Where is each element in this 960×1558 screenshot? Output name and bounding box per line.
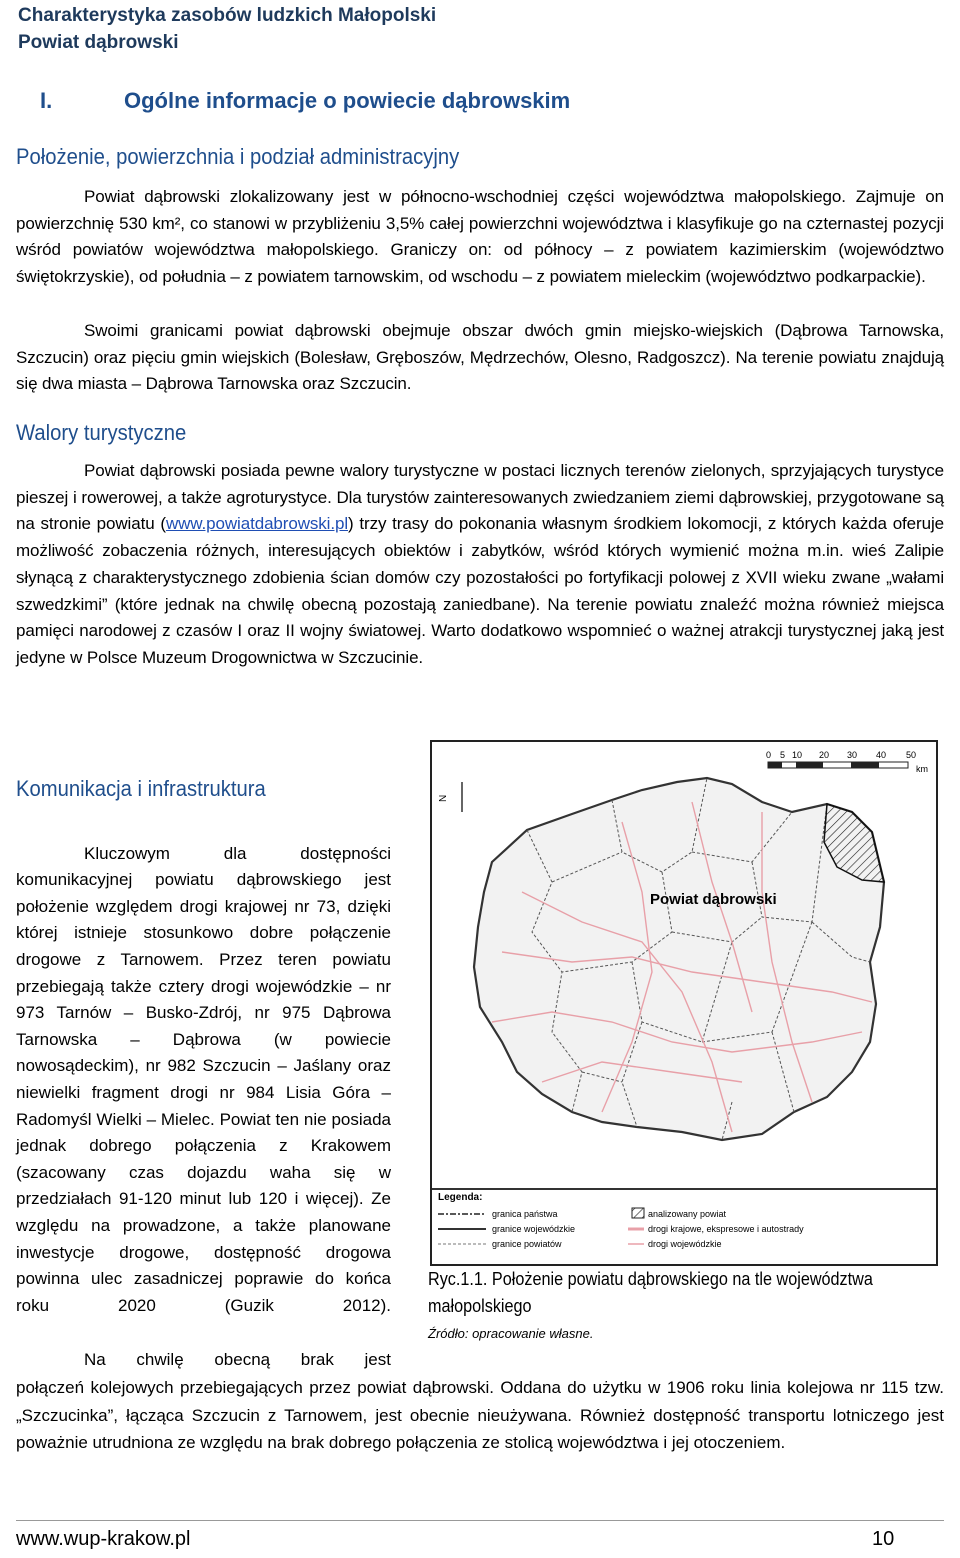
map-legend xyxy=(432,1188,936,1264)
running-header xyxy=(18,2,436,56)
paragraph-polozenie-1: Powiat dąbrowski zlokalizowany jest w północno-wschodniej części województwa małopolskiego. Zajmuje on powierzchnię 530 km², co stanowi w przybliżeniu 3,5% całej powierzchni województwa i klasyfikuje go na czternastej pozycji wśród powiatów województwa małopolskiego. Graniczy on: od północy – z powiatem kazimierskim (województwo świętokrzyskie), od południa – z powiatem tarnowskim, od wschodu – z powiatem mieleckim (województwo podkarpackie). xyxy=(16,187,944,287)
figure-source: Źródło: opracowanie własne. xyxy=(428,1326,594,1341)
scale-tick: 30 xyxy=(847,750,858,760)
walory-text-end: ) trzy trasy do pokonania własnym środkiem lokomocji, z których każda oferuje możliwość zobaczenia różnych, interesujących obiektów i zabytków, wśród których wymienić można m.in. wieś Zalipie słynącą z charakterystycznego zdobienia ścian domów czy pozostałości po fortyfikacji polowej z XVII wieku zwane „wałami szwedzkimi” (które jednak na chwilę obecną pozostają zaniedbane). Na terenie powiatu znaleźć można również miejsca pamięci narodowej z czasów I oraz II wojny światowej. Warto dodatkowo wspomnieć o ważnej atrakcji turystycznej jaką jest jedyne w Polsce Muzeum Drogownictwa w Szczucinie. xyxy=(16,514,944,667)
scale-tick: 5 xyxy=(780,750,786,760)
north-arrow-label: N xyxy=(438,794,449,802)
scale-tick: 10 xyxy=(792,750,803,760)
legend-item: granice powiatów xyxy=(492,1239,562,1249)
paragraph-polozenie-2: Swoimi granicami powiat dąbrowski obejmuje obszar dwóch gmin miejsko-wiejskich (Dąbrowa Tarnowska, Szczucin) oraz pięciu gmin wiejskich (Bolesław, Gręboszów, Mędrzechów, Olesno, Radgoszcz). Na terenie powiatu znajdują się dwa miasta – Dąbrowa Tarnowska oraz Szczucin. xyxy=(16,321,944,394)
scale-unit: km xyxy=(916,764,928,774)
powiat-website-link[interactable]: www.powiatdabrowski.pl xyxy=(165,514,348,534)
legend-item: granica państwa xyxy=(492,1209,558,1219)
footer-website[interactable]: www.wup-krakow.pl xyxy=(16,1528,191,1550)
heading-komunikacja: Komunikacja i infrastruktura xyxy=(16,776,266,801)
voivodeship-shape xyxy=(474,778,884,1140)
scale-tick: 20 xyxy=(819,750,830,760)
header-subtitle: Powiat dąbrowski xyxy=(18,32,179,53)
section-title: Ogólne informacje o powiecie dąbrowskim xyxy=(124,88,571,113)
scale-tick: 40 xyxy=(876,750,887,760)
paragraph-walory xyxy=(16,458,944,672)
location-map xyxy=(430,740,938,1266)
page-number: 10 xyxy=(872,1528,895,1550)
paragraph-komunikacja-2-start: Na chwilę obecną brak jest xyxy=(84,1349,391,1369)
section-heading xyxy=(40,88,570,114)
scale-bar xyxy=(766,750,928,774)
komunikacja-column xyxy=(16,814,391,1400)
scale-tick: 50 xyxy=(906,750,917,760)
heading-polozenie: Położenie, powierzchnia i podział administracyjny xyxy=(16,144,460,169)
legend-title: Legenda: xyxy=(438,1192,483,1203)
legend-item: drogi wojewódzkie xyxy=(648,1239,722,1249)
figure-caption: Ryc.1.1. Położenie powiatu dąbrowskiego na tle województwa małopolskiego xyxy=(428,1269,873,1316)
section-number: I. xyxy=(40,88,53,113)
paragraph-komunikacja-1: Kluczowym dla dostępności komunikacyjnej powiatu dąbrowskiego jest położenie względem drogi krajowej nr 73, dzięki której istnieje stosunkowo dobre połączenie drogowe z Tarnowem. Przez teren powiatu przebiegają także cztery drogi wojewódzkie – nr 973 Tarnów – Busko-Zdrój, nr 975 Dąbrowa Tarnowska – Dąbrowa (w powiecie nowosądeckim), nr 982 Szczucin – Jaślany oraz niewielki fragment drogi nr 984 Lisia Góra – Radomyśl Wielki – Mielec. Powiat ten nie posiada jednak dobrego połączenia z Krakowem (szacowany czas dojazdu waha się w przedziałach 91-120 minut lub 120 i więcej). Ze względu na prowadzone, a także planowane inwestycje drogowe, dostępność drogowa powinna ulec zasadniczej poprawie do końca roku 2020 (Guzik 2012). xyxy=(16,843,391,1315)
legend-item: analizowany powiat xyxy=(648,1209,727,1219)
legend-item: drogi krajowe, ekspresowe i autostrady xyxy=(648,1224,804,1234)
map-powiat-label: Powiat dąbrowski xyxy=(650,891,777,908)
north-arrow xyxy=(438,782,462,812)
walory-text-start: Powiat dąbrowski posiada pewne walory turystyczne w postaci licznych terenów zielonych, sprzyjających turystyce pieszej i rowerowej, a także agroturystyce. Dla turystów zainteresowanych zwiedzaniem ziemi dąbrowskiej, przygotowane są na stronie powiatu ( xyxy=(16,461,944,534)
header-title: Charakterystyka zasobów ludzkich Małopolski xyxy=(18,5,437,26)
scale-tick: 0 xyxy=(766,750,772,760)
heading-walory: Walory turystyczne xyxy=(16,420,187,445)
legend-item: granice wojewódzkie xyxy=(492,1224,576,1234)
footer-divider xyxy=(16,1520,944,1521)
paragraph-komunikacja-2-end: połączeń kolejowych przebiegających przez powiat dąbrowski. Oddana do użytku w 1906 roku linia kolejowa nr 115 tzw. „Szczucinka”, łącząca Szczucin z Tarnowem, jest obecnie nieużywana. Również dostępność transportu lotniczego jest poważnie utrudniona ze względu na brak dobrego połączenia ze stolicą województwa i jej otoczeniem. xyxy=(16,1378,944,1452)
map-graphic xyxy=(432,742,936,1190)
